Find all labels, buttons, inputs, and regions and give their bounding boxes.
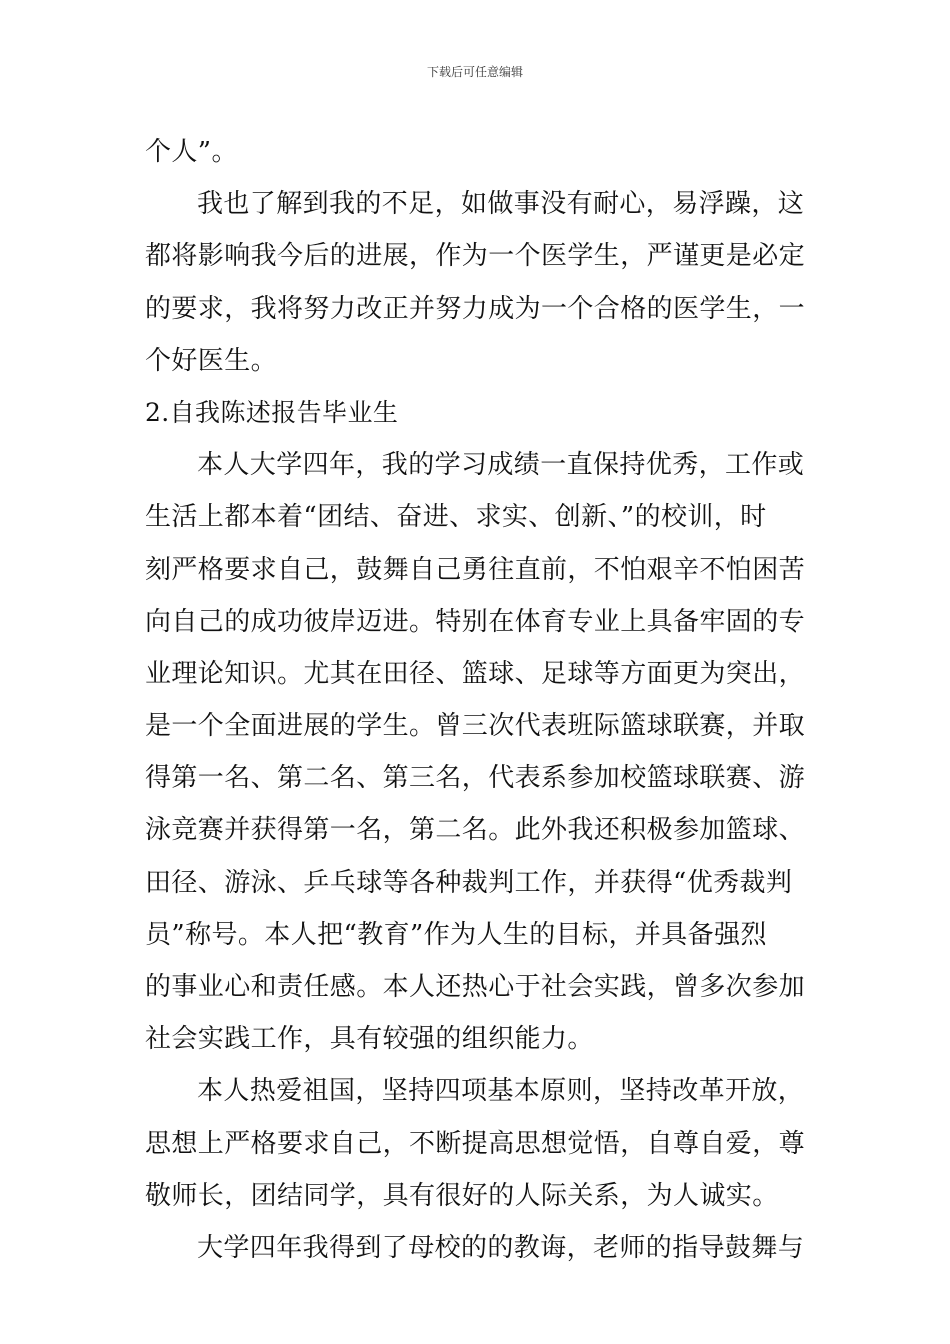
text-line: 本人热爱祖国，坚持四项基本原则，坚持改革开放， bbox=[197, 1076, 805, 1107]
text-line: 思想上严格要求自己，不断提高思想觉悟，自尊自爱，尊 bbox=[145, 1128, 806, 1159]
text-line: 生活上都本着“团结、奋进、求实、创新、”的校训，时 bbox=[145, 502, 767, 533]
text-line: 个人”。 bbox=[145, 137, 238, 167]
text-line: 个好医生。 bbox=[145, 345, 278, 376]
text-line: 大学四年我得到了母校的的教诲，老师的指导鼓舞与 bbox=[197, 1232, 805, 1263]
text-line: 的事业心和责任感。本人还热心于社会实践，曾多次参加 bbox=[145, 972, 806, 1002]
text-line: 本人大学四年，我的学习成绩一直保持优秀，工作或 bbox=[197, 450, 805, 481]
text-line: 都将影响我今后的进展，作为一个医学生，严谨更是必定 bbox=[145, 241, 806, 272]
text-line: 得第一名、第二名、第三名，代表系参加校篮球联赛、游 bbox=[145, 763, 806, 794]
text-line: 田径、游泳、乒乓球等各种裁判工作，并获得“优秀裁判 bbox=[145, 867, 793, 898]
text-line: 员”称号。本人把“教育”作为人生的目标，并具备强烈 bbox=[145, 919, 767, 950]
text-line: 业理论知识。尤其在田径、篮球、足球等方面更为突出， bbox=[145, 658, 806, 689]
text-line: 刻严格要求自己，鼓舞自己勇往直前，不怕艰辛不怕困苦 bbox=[145, 554, 806, 585]
page-header: 下载后可任意编辑 bbox=[426, 65, 523, 79]
text-line: 是一个全面进展的学生。曾三次代表班际篮球联赛，并取 bbox=[145, 711, 806, 742]
text-line: 我也了解到我的不足，如做事没有耐心，易浮躁，这 bbox=[197, 189, 805, 220]
text-line: 社会实践工作，具有较强的组织能力。 bbox=[145, 1024, 594, 1055]
section-heading: 2.自我陈述报告毕业生 bbox=[145, 397, 399, 427]
text-line: 泳竞赛并获得第一名，第二名。此外我还积极参加篮球、 bbox=[145, 815, 806, 846]
text-line: 敬师长，团结同学，具有很好的人际关系，为人诚实。 bbox=[145, 1180, 779, 1211]
text-line: 的要求，我将努力改正并努力成为一个合格的医学生，一 bbox=[145, 293, 806, 324]
text-line: 向自己的成功彼岸迈进。特别在体育专业上具备牢固的专 bbox=[145, 606, 806, 637]
document-body bbox=[145, 126, 810, 1274]
